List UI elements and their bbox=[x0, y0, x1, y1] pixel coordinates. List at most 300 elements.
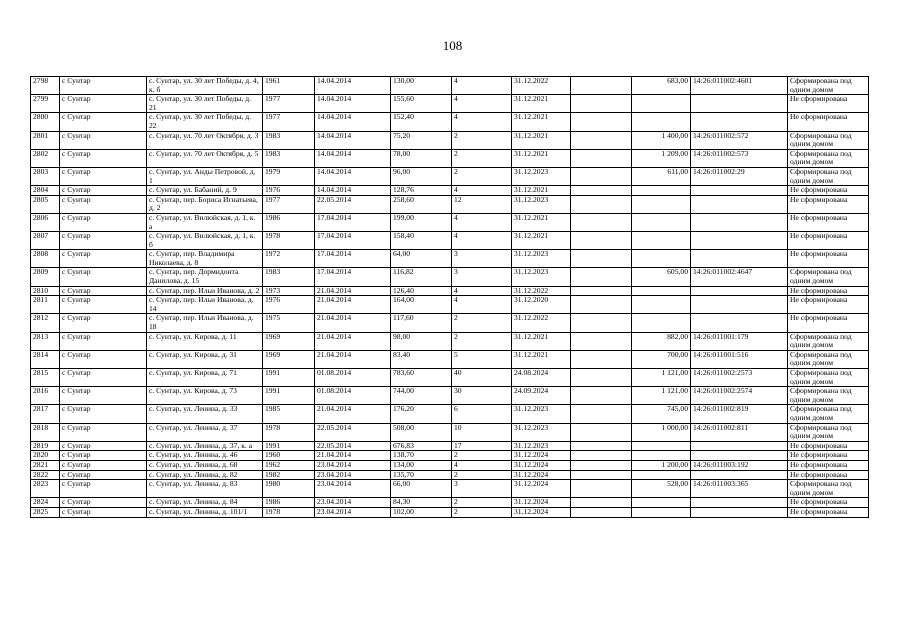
cell-residents: 2 bbox=[452, 314, 512, 332]
cell-land-area: 528,00 bbox=[632, 480, 691, 498]
cell-build-year: 1985 bbox=[263, 405, 315, 423]
cell-land-status: Не сформирована bbox=[788, 296, 869, 314]
cell-deadline: 31.12.2023 bbox=[512, 423, 571, 441]
cell-deadline: 31.12.2022 bbox=[512, 77, 571, 95]
cell-build-year: 1983 bbox=[263, 268, 315, 286]
cell-row-number: 2798 bbox=[31, 77, 60, 95]
cell-deadline: 31.12.2024 bbox=[512, 470, 571, 480]
cell-land-status: Сформирована под одним домом bbox=[788, 149, 869, 167]
cell-residents: 10 bbox=[452, 423, 512, 441]
table-row bbox=[31, 369, 869, 387]
cell-deadline: 31.12.2024 bbox=[512, 480, 571, 498]
cell-row-number: 2818 bbox=[31, 423, 60, 441]
cell-date: 21.04.2014 bbox=[315, 286, 391, 296]
cell-area: 102,00 bbox=[391, 507, 452, 517]
cell-row-number: 2811 bbox=[31, 296, 60, 314]
cell-empty bbox=[571, 286, 632, 296]
cell-cadastral-number: 14:26:011002:572 bbox=[691, 131, 788, 149]
cell-date: 17.04.2014 bbox=[315, 250, 391, 268]
cell-empty bbox=[571, 507, 632, 517]
cell-deadline: 31.12.2023 bbox=[512, 195, 571, 213]
cell-deadline: 31.12.2021 bbox=[512, 213, 571, 231]
cell-address: с. Сунтар, ул. Ленина, д. 84 bbox=[147, 498, 263, 508]
cell-residents: 4 bbox=[452, 460, 512, 470]
cell-empty bbox=[571, 149, 632, 167]
cell-deadline: 31.12.2021 bbox=[512, 131, 571, 149]
table-row bbox=[31, 77, 869, 95]
cell-cadastral-number: 14:26:011002:4647 bbox=[691, 268, 788, 286]
cell-cadastral-number bbox=[691, 314, 788, 332]
cell-residents: 3 bbox=[452, 250, 512, 268]
cell-deadline: 31.12.2024 bbox=[512, 460, 571, 470]
cell-land-area bbox=[632, 296, 691, 314]
cell-row-number: 2817 bbox=[31, 405, 60, 423]
cell-row-number: 2800 bbox=[31, 113, 60, 131]
table-row bbox=[31, 314, 869, 332]
cell-cadastral-number bbox=[691, 451, 788, 461]
cell-address: с. Сунтар, ул. Бабаний, д. 9 bbox=[147, 186, 263, 196]
cell-land-status: Сформирована под одним домом bbox=[788, 405, 869, 423]
cell-deadline: 31.12.2023 bbox=[512, 441, 571, 451]
table-row bbox=[31, 113, 869, 131]
table-row bbox=[31, 405, 869, 423]
cell-address: с. Сунтар, ул. Кирова, д. 31 bbox=[147, 350, 263, 368]
cell-residents: 5 bbox=[452, 350, 512, 368]
cell-build-year: 1978 bbox=[263, 507, 315, 517]
cell-deadline: 31.12.2024 bbox=[512, 498, 571, 508]
cell-land-area: 1 121,00 bbox=[632, 369, 691, 387]
cell-cadastral-number bbox=[691, 441, 788, 451]
cell-empty bbox=[571, 423, 632, 441]
cell-row-number: 2823 bbox=[31, 480, 60, 498]
cell-address: с. Сунтар, ул. Кирова, д. 73 bbox=[147, 387, 263, 405]
cell-land-area: 745,00 bbox=[632, 405, 691, 423]
cell-area: 64,00 bbox=[391, 250, 452, 268]
cell-deadline: 31.12.2022 bbox=[512, 286, 571, 296]
cell-row-number: 2808 bbox=[31, 250, 60, 268]
cell-area: 96,00 bbox=[391, 167, 452, 185]
cell-area: 98,00 bbox=[391, 332, 452, 350]
cell-build-year: 1980 bbox=[263, 480, 315, 498]
cell-date: 21.04.2014 bbox=[315, 350, 391, 368]
cell-row-number: 2814 bbox=[31, 350, 60, 368]
table-row bbox=[31, 498, 869, 508]
cell-cadastral-number bbox=[691, 250, 788, 268]
cell-residents: 4 bbox=[452, 213, 512, 231]
cell-land-area: 683,00 bbox=[632, 77, 691, 95]
table-row bbox=[31, 195, 869, 213]
cell-empty bbox=[571, 350, 632, 368]
cell-date: 21.04.2014 bbox=[315, 405, 391, 423]
cell-date: 17.04.2014 bbox=[315, 213, 391, 231]
table-row bbox=[31, 131, 869, 149]
cell-cadastral-number bbox=[691, 232, 788, 250]
cell-residents: 17 bbox=[452, 441, 512, 451]
cell-residents: 2 bbox=[452, 470, 512, 480]
cell-build-year: 1976 bbox=[263, 186, 315, 196]
cell-date: 23.04.2014 bbox=[315, 507, 391, 517]
cell-settlement: с Сунтар bbox=[60, 369, 147, 387]
cell-residents: 3 bbox=[452, 268, 512, 286]
cell-build-year: 1976 bbox=[263, 296, 315, 314]
cell-land-area: 605,00 bbox=[632, 268, 691, 286]
cell-empty bbox=[571, 186, 632, 196]
cell-row-number: 2799 bbox=[31, 95, 60, 113]
cell-build-year: 1978 bbox=[263, 423, 315, 441]
cell-land-status: Сформирована под одним домом bbox=[788, 268, 869, 286]
cell-land-area bbox=[632, 507, 691, 517]
table-row bbox=[31, 232, 869, 250]
cell-land-area: 1 400,00 bbox=[632, 131, 691, 149]
cell-settlement: с Сунтар bbox=[60, 195, 147, 213]
cell-residents: 4 bbox=[452, 77, 512, 95]
cell-land-status: Сформирована под одним домом bbox=[788, 350, 869, 368]
cell-land-area: 1 209,00 bbox=[632, 149, 691, 167]
cell-row-number: 2810 bbox=[31, 286, 60, 296]
cell-row-number: 2803 bbox=[31, 167, 60, 185]
cell-cadastral-number: 14:26:011002:811 bbox=[691, 423, 788, 441]
cell-build-year: 1983 bbox=[263, 131, 315, 149]
table-row bbox=[31, 470, 869, 480]
cell-land-status: Не сформирована bbox=[788, 195, 869, 213]
cell-cadastral-number bbox=[691, 113, 788, 131]
cell-deadline: 31.12.2024 bbox=[512, 451, 571, 461]
cell-land-area bbox=[632, 451, 691, 461]
cell-address: с. Сунтар, ул. Ленина, д. 83 bbox=[147, 480, 263, 498]
cell-land-status: Не сформирована bbox=[788, 498, 869, 508]
cell-land-status: Не сформирована bbox=[788, 460, 869, 470]
cell-settlement: с Сунтар bbox=[60, 441, 147, 451]
cell-land-status: Сформирована под одним домом bbox=[788, 423, 869, 441]
cell-residents: 2 bbox=[452, 167, 512, 185]
cell-cadastral-number bbox=[691, 195, 788, 213]
cell-land-area: 1 121,00 bbox=[632, 387, 691, 405]
cell-build-year: 1979 bbox=[263, 167, 315, 185]
housing-registry-table bbox=[30, 76, 869, 518]
table-row bbox=[31, 95, 869, 113]
cell-empty bbox=[571, 460, 632, 470]
table-row bbox=[31, 149, 869, 167]
cell-area: 78,00 bbox=[391, 149, 452, 167]
cell-cadastral-number: 14:26:011001:516 bbox=[691, 350, 788, 368]
table-row bbox=[31, 250, 869, 268]
cell-address: с. Сунтар, ул. Ленина, д. 68 bbox=[147, 460, 263, 470]
cell-build-year: 1969 bbox=[263, 350, 315, 368]
cell-settlement: с Сунтар bbox=[60, 286, 147, 296]
table-row bbox=[31, 480, 869, 498]
cell-cadastral-number: 14:26:011002:29 bbox=[691, 167, 788, 185]
cell-area: 135,70 bbox=[391, 470, 452, 480]
cell-deadline: 31.12.2021 bbox=[512, 186, 571, 196]
cell-land-status: Сформирована под одним домом bbox=[788, 480, 869, 498]
cell-date: 21.04.2014 bbox=[315, 314, 391, 332]
cell-area: 155,60 bbox=[391, 95, 452, 113]
cell-date: 21.04.2014 bbox=[315, 332, 391, 350]
cell-date: 14.04.2014 bbox=[315, 149, 391, 167]
cell-address: с. Сунтар, пер. Ильи Иванова, д. 18 bbox=[147, 314, 263, 332]
cell-cadastral-number: 14:26:011003:365 bbox=[691, 480, 788, 498]
cell-build-year: 1986 bbox=[263, 498, 315, 508]
cell-land-area bbox=[632, 314, 691, 332]
table-row bbox=[31, 507, 869, 517]
cell-settlement: с Сунтар bbox=[60, 213, 147, 231]
cell-empty bbox=[571, 232, 632, 250]
cell-residents: 4 bbox=[452, 286, 512, 296]
cell-row-number: 2813 bbox=[31, 332, 60, 350]
cell-area: 164,00 bbox=[391, 296, 452, 314]
cell-empty bbox=[571, 213, 632, 231]
cell-empty bbox=[571, 195, 632, 213]
cell-area: 130,00 bbox=[391, 77, 452, 95]
cell-area: 258,60 bbox=[391, 195, 452, 213]
cell-area: 176,20 bbox=[391, 405, 452, 423]
cell-row-number: 2809 bbox=[31, 268, 60, 286]
cell-land-status: Не сформирована bbox=[788, 441, 869, 451]
cell-area: 75,20 bbox=[391, 131, 452, 149]
table-row bbox=[31, 441, 869, 451]
cell-row-number: 2802 bbox=[31, 149, 60, 167]
cell-cadastral-number bbox=[691, 186, 788, 196]
cell-address: с. Сунтар, ул. 70 лет Октября, д. 5 bbox=[147, 149, 263, 167]
cell-area: 128,76 bbox=[391, 186, 452, 196]
cell-date: 17.04.2014 bbox=[315, 232, 391, 250]
cell-land-area bbox=[632, 232, 691, 250]
cell-build-year: 1961 bbox=[263, 77, 315, 95]
cell-deadline: 31.12.2021 bbox=[512, 95, 571, 113]
cell-settlement: с Сунтар bbox=[60, 423, 147, 441]
table-row bbox=[31, 286, 869, 296]
cell-address: с. Сунтар, ул. Кирова, д. 71 bbox=[147, 369, 263, 387]
cell-land-status: Не сформирована bbox=[788, 507, 869, 517]
cell-land-area bbox=[632, 95, 691, 113]
cell-land-area bbox=[632, 195, 691, 213]
cell-residents: 2 bbox=[452, 498, 512, 508]
cell-land-status: Сформирована под одним домом bbox=[788, 131, 869, 149]
cell-address: с. Сунтар, ул. Ленина, д. 37, к. а bbox=[147, 441, 263, 451]
cell-cadastral-number bbox=[691, 470, 788, 480]
cell-build-year: 1973 bbox=[263, 286, 315, 296]
table-row bbox=[31, 460, 869, 470]
cell-build-year: 1972 bbox=[263, 250, 315, 268]
cell-land-area bbox=[632, 250, 691, 268]
cell-area: 117,60 bbox=[391, 314, 452, 332]
cell-empty bbox=[571, 268, 632, 286]
cell-settlement: с Сунтар bbox=[60, 451, 147, 461]
cell-cadastral-number: 14:26:011002:2573 bbox=[691, 369, 788, 387]
cell-row-number: 2804 bbox=[31, 186, 60, 196]
cell-settlement: с Сунтар bbox=[60, 268, 147, 286]
table-row bbox=[31, 332, 869, 350]
cell-row-number: 2815 bbox=[31, 369, 60, 387]
cell-cadastral-number: 14:26:011002:819 bbox=[691, 405, 788, 423]
cell-row-number: 2821 bbox=[31, 460, 60, 470]
cell-settlement: с Сунтар bbox=[60, 470, 147, 480]
cell-empty bbox=[571, 470, 632, 480]
cell-date: 21.04.2014 bbox=[315, 451, 391, 461]
cell-address: с. Сунтар, ул. Ленина, д. 46 bbox=[147, 451, 263, 461]
table-row bbox=[31, 423, 869, 441]
cell-land-status: Не сформирована bbox=[788, 451, 869, 461]
cell-area: 783,60 bbox=[391, 369, 452, 387]
cell-deadline: 31.12.2022 bbox=[512, 314, 571, 332]
cell-address: с. Сунтар, ул. Анды Петровой, д. 1 bbox=[147, 167, 263, 185]
cell-area: 158,40 bbox=[391, 232, 452, 250]
cell-settlement: с Сунтар bbox=[60, 232, 147, 250]
cell-land-status: Сформирована под одним домом bbox=[788, 77, 869, 95]
cell-date: 14.04.2014 bbox=[315, 167, 391, 185]
cell-deadline: 31.12.2023 bbox=[512, 405, 571, 423]
cell-date: 22.05.2014 bbox=[315, 441, 391, 451]
cell-land-area: 700,00 bbox=[632, 350, 691, 368]
cell-date: 23.04.2014 bbox=[315, 480, 391, 498]
cell-area: 116,82 bbox=[391, 268, 452, 286]
cell-date: 14.04.2014 bbox=[315, 113, 391, 131]
cell-address: с. Сунтар, ул. Ленина, д. 33 bbox=[147, 405, 263, 423]
cell-empty bbox=[571, 387, 632, 405]
cell-build-year: 1991 bbox=[263, 369, 315, 387]
cell-settlement: с Сунтар bbox=[60, 95, 147, 113]
cell-row-number: 2822 bbox=[31, 470, 60, 480]
cell-land-status: Не сформирована bbox=[788, 232, 869, 250]
cell-address: с. Сунтар, пер. Ильи Иванова, д. 2 bbox=[147, 286, 263, 296]
table-row bbox=[31, 387, 869, 405]
cell-settlement: с Сунтар bbox=[60, 314, 147, 332]
cell-land-area bbox=[632, 213, 691, 231]
cell-settlement: с Сунтар bbox=[60, 387, 147, 405]
cell-residents: 2 bbox=[452, 131, 512, 149]
cell-cadastral-number: 14:26:011002:2574 bbox=[691, 387, 788, 405]
cell-land-area: 1 200,00 bbox=[632, 460, 691, 470]
table-row bbox=[31, 268, 869, 286]
cell-settlement: с Сунтар bbox=[60, 332, 147, 350]
cell-land-area bbox=[632, 113, 691, 131]
cell-deadline: 31.12.2020 bbox=[512, 296, 571, 314]
cell-build-year: 1977 bbox=[263, 113, 315, 131]
cell-empty bbox=[571, 77, 632, 95]
cell-deadline: 31.12.2021 bbox=[512, 113, 571, 131]
cell-row-number: 2819 bbox=[31, 441, 60, 451]
cell-deadline: 31.12.2021 bbox=[512, 149, 571, 167]
cell-deadline: 24.08.2024 bbox=[512, 369, 571, 387]
cell-settlement: с Сунтар bbox=[60, 250, 147, 268]
cell-build-year: 1969 bbox=[263, 332, 315, 350]
cell-empty bbox=[571, 296, 632, 314]
cell-residents: 4 bbox=[452, 232, 512, 250]
cell-empty bbox=[571, 314, 632, 332]
cell-cadastral-number bbox=[691, 213, 788, 231]
cell-date: 21.04.2014 bbox=[315, 296, 391, 314]
cell-cadastral-number bbox=[691, 498, 788, 508]
cell-deadline: 31.12.2021 bbox=[512, 332, 571, 350]
cell-land-area: 882,00 bbox=[632, 332, 691, 350]
cell-settlement: с Сунтар bbox=[60, 296, 147, 314]
cell-date: 23.04.2014 bbox=[315, 470, 391, 480]
cell-address: с. Сунтар, пер. Дормидонта Данилова, д. 15 bbox=[147, 268, 263, 286]
cell-area: 508,00 bbox=[391, 423, 452, 441]
cell-deadline: 31.12.2024 bbox=[512, 507, 571, 517]
cell-cadastral-number: 14:26:011003:192 bbox=[691, 460, 788, 470]
cell-empty bbox=[571, 250, 632, 268]
cell-date: 22.05.2014 bbox=[315, 195, 391, 213]
cell-land-status: Сформирована под одним домом bbox=[788, 369, 869, 387]
cell-settlement: с Сунтар bbox=[60, 149, 147, 167]
cell-residents: 40 bbox=[452, 369, 512, 387]
cell-date: 14.04.2014 bbox=[315, 77, 391, 95]
cell-land-area: 1 000,00 bbox=[632, 423, 691, 441]
table-row bbox=[31, 167, 869, 185]
cell-build-year: 1977 bbox=[263, 195, 315, 213]
cell-empty bbox=[571, 498, 632, 508]
cell-date: 01.08.2014 bbox=[315, 387, 391, 405]
cell-settlement: с Сунтар bbox=[60, 498, 147, 508]
cell-address: с. Сунтар, пер. Бориса Игнатьева, д. 2 bbox=[147, 195, 263, 213]
cell-date: 14.04.2014 bbox=[315, 131, 391, 149]
cell-date: 01.08.2014 bbox=[315, 369, 391, 387]
cell-land-status: Не сформирована bbox=[788, 213, 869, 231]
cell-build-year: 1977 bbox=[263, 95, 315, 113]
cell-build-year: 1982 bbox=[263, 470, 315, 480]
cell-land-status: Не сформирована bbox=[788, 186, 869, 196]
cell-area: 83,40 bbox=[391, 350, 452, 368]
cell-address: с. Сунтар, ул. 70 лет Октября, д. 3 bbox=[147, 131, 263, 149]
cell-build-year: 1978 bbox=[263, 232, 315, 250]
cell-deadline: 31.12.2023 bbox=[512, 250, 571, 268]
cell-empty bbox=[571, 95, 632, 113]
cell-land-status: Не сформирована bbox=[788, 95, 869, 113]
cell-land-status: Не сформирована bbox=[788, 250, 869, 268]
cell-build-year: 1975 bbox=[263, 314, 315, 332]
cell-settlement: с Сунтар bbox=[60, 507, 147, 517]
cell-row-number: 2801 bbox=[31, 131, 60, 149]
cell-area: 66,00 bbox=[391, 480, 452, 498]
cell-date: 23.04.2014 bbox=[315, 498, 391, 508]
cell-settlement: с Сунтар bbox=[60, 131, 147, 149]
cell-area: 84,30 bbox=[391, 498, 452, 508]
cell-build-year: 1991 bbox=[263, 387, 315, 405]
cell-land-area bbox=[632, 286, 691, 296]
cell-deadline: 31.12.2023 bbox=[512, 167, 571, 185]
cell-cadastral-number: 14:26:011002:4601 bbox=[691, 77, 788, 95]
cell-cadastral-number bbox=[691, 507, 788, 517]
cell-cadastral-number bbox=[691, 296, 788, 314]
cell-date: 17.04.2014 bbox=[315, 268, 391, 286]
cell-date: 23.04.2014 bbox=[315, 460, 391, 470]
cell-residents: 4 bbox=[452, 95, 512, 113]
cell-row-number: 2820 bbox=[31, 451, 60, 461]
cell-area: 152,40 bbox=[391, 113, 452, 131]
cell-address: с. Сунтар, пер. Ильи Иванова, д. 14 bbox=[147, 296, 263, 314]
cell-cadastral-number bbox=[691, 286, 788, 296]
cell-residents: 2 bbox=[452, 332, 512, 350]
cell-empty bbox=[571, 113, 632, 131]
cell-build-year: 1960 bbox=[263, 451, 315, 461]
table-row bbox=[31, 296, 869, 314]
cell-address: с. Сунтар, ул. 30 лет Победы, д. 21 bbox=[147, 95, 263, 113]
cell-residents: 6 bbox=[452, 405, 512, 423]
cell-empty bbox=[571, 405, 632, 423]
cell-residents: 30 bbox=[452, 387, 512, 405]
cell-row-number: 2816 bbox=[31, 387, 60, 405]
cell-settlement: с Сунтар bbox=[60, 480, 147, 498]
cell-settlement: с Сунтар bbox=[60, 405, 147, 423]
cell-build-year: 1986 bbox=[263, 213, 315, 231]
cell-land-area bbox=[632, 470, 691, 480]
cell-residents: 2 bbox=[452, 507, 512, 517]
cell-residents: 4 bbox=[452, 186, 512, 196]
cell-area: 199,00 bbox=[391, 213, 452, 231]
cell-date: 22.05.2014 bbox=[315, 423, 391, 441]
cell-row-number: 2807 bbox=[31, 232, 60, 250]
